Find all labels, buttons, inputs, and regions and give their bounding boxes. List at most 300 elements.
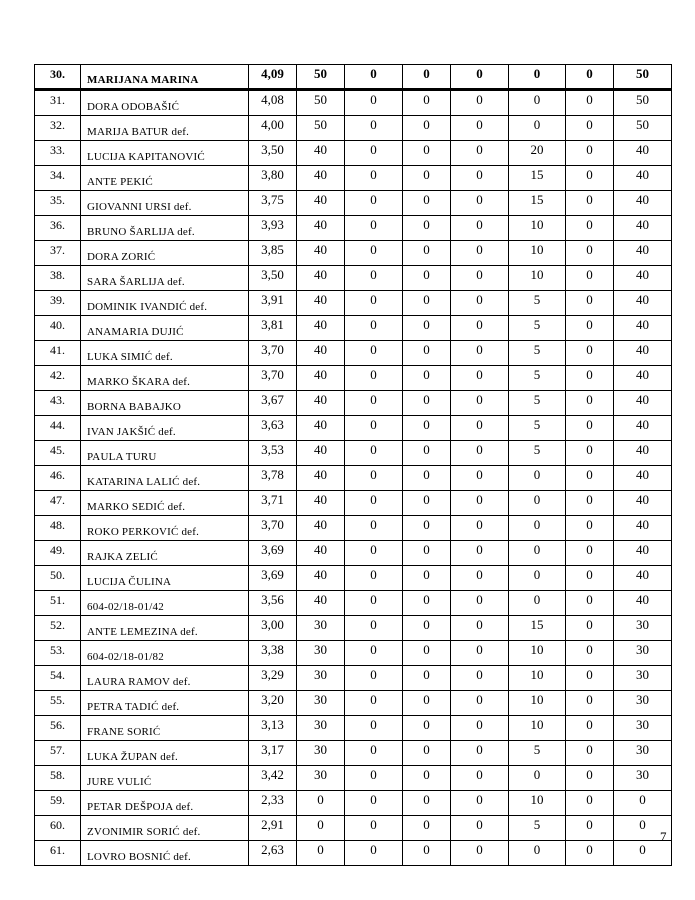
value-cell: 0 — [614, 841, 672, 866]
rank-cell: 37. — [35, 241, 81, 266]
value-cell: 0 — [451, 716, 509, 741]
value-cell: 40 — [614, 491, 672, 516]
grade-cell: 3,53 — [249, 441, 297, 466]
value-cell: 0 — [451, 541, 509, 566]
grade-cell: 3,85 — [249, 241, 297, 266]
grade-cell: 3,80 — [249, 166, 297, 191]
value-cell: 40 — [614, 441, 672, 466]
value-cell: 0 — [345, 341, 403, 366]
value-cell: 0 — [345, 541, 403, 566]
rank-cell: 36. — [35, 216, 81, 241]
value-cell: 50 — [614, 90, 672, 116]
value-cell: 40 — [614, 316, 672, 341]
value-cell: 0 — [345, 766, 403, 791]
value-cell: 0 — [451, 691, 509, 716]
value-cell: 0 — [345, 191, 403, 216]
table-row — [35, 116, 672, 141]
value-cell: 0 — [403, 591, 451, 616]
value-cell: 50 — [614, 116, 672, 141]
value-cell: 0 — [345, 391, 403, 416]
value-cell: 40 — [614, 541, 672, 566]
table-row — [35, 691, 672, 716]
value-cell: 0 — [509, 566, 566, 591]
value-cell: 0 — [566, 816, 614, 841]
value-cell: 0 — [566, 316, 614, 341]
rank-cell: 40. — [35, 316, 81, 341]
rank-cell: 43. — [35, 391, 81, 416]
value-cell: 0 — [345, 366, 403, 391]
value-cell: 30 — [297, 666, 345, 691]
value-cell: 0 — [451, 666, 509, 691]
grade-cell: 2,63 — [249, 841, 297, 866]
value-cell: 0 — [451, 391, 509, 416]
name-cell: 604-02/18-01/82 — [81, 641, 249, 666]
value-cell: 0 — [451, 90, 509, 116]
value-cell: 30 — [297, 741, 345, 766]
value-cell: 5 — [509, 366, 566, 391]
table-row — [35, 266, 672, 291]
table-row — [35, 141, 672, 166]
value-cell: 40 — [614, 416, 672, 441]
value-cell: 0 — [566, 516, 614, 541]
name-cell: DORA ODOBAŠIĆ — [81, 90, 249, 116]
value-cell: 0 — [509, 65, 566, 90]
grade-cell: 3,78 — [249, 466, 297, 491]
value-cell: 40 — [297, 366, 345, 391]
grade-cell: 3,91 — [249, 291, 297, 316]
name-cell: IVAN JAKŠIĆ def. — [81, 416, 249, 441]
rank-cell: 38. — [35, 266, 81, 291]
value-cell: 0 — [345, 841, 403, 866]
rank-cell: 54. — [35, 666, 81, 691]
grade-cell: 3,69 — [249, 566, 297, 591]
value-cell: 40 — [297, 341, 345, 366]
value-cell: 40 — [297, 541, 345, 566]
value-cell: 0 — [451, 266, 509, 291]
value-cell: 0 — [451, 191, 509, 216]
grade-cell: 3,00 — [249, 616, 297, 641]
value-cell: 0 — [403, 366, 451, 391]
value-cell: 0 — [345, 116, 403, 141]
grade-cell: 3,29 — [249, 666, 297, 691]
grade-cell: 3,70 — [249, 366, 297, 391]
table-row — [35, 616, 672, 641]
name-cell: MARKO ŠKARA def. — [81, 366, 249, 391]
value-cell: 0 — [566, 666, 614, 691]
value-cell: 0 — [403, 116, 451, 141]
value-cell: 0 — [403, 666, 451, 691]
value-cell: 15 — [509, 191, 566, 216]
rank-cell: 49. — [35, 541, 81, 566]
value-cell: 0 — [345, 516, 403, 541]
value-cell: 0 — [566, 566, 614, 591]
table-row — [35, 816, 672, 841]
rank-cell: 48. — [35, 516, 81, 541]
value-cell: 30 — [614, 741, 672, 766]
rank-cell: 57. — [35, 741, 81, 766]
rank-cell: 50. — [35, 566, 81, 591]
value-cell: 5 — [509, 816, 566, 841]
table-row — [35, 491, 672, 516]
value-cell: 0 — [451, 591, 509, 616]
value-cell: 0 — [566, 366, 614, 391]
rank-cell: 41. — [35, 341, 81, 366]
grade-cell: 3,93 — [249, 216, 297, 241]
name-cell: PETRA TADIĆ def. — [81, 691, 249, 716]
value-cell: 0 — [451, 641, 509, 666]
value-cell: 0 — [297, 791, 345, 816]
value-cell: 0 — [403, 716, 451, 741]
value-cell: 0 — [403, 65, 451, 90]
value-cell: 40 — [614, 266, 672, 291]
value-cell: 0 — [509, 766, 566, 791]
value-cell: 0 — [345, 291, 403, 316]
value-cell: 0 — [566, 591, 614, 616]
value-cell: 0 — [403, 541, 451, 566]
table-row — [35, 391, 672, 416]
value-cell: 0 — [566, 341, 614, 366]
value-cell: 40 — [614, 291, 672, 316]
value-cell: 0 — [403, 241, 451, 266]
value-cell: 0 — [566, 766, 614, 791]
value-cell: 15 — [509, 166, 566, 191]
table-row — [35, 316, 672, 341]
value-cell: 0 — [566, 241, 614, 266]
value-cell: 0 — [451, 566, 509, 591]
value-cell: 40 — [297, 141, 345, 166]
name-cell: ANTE PEKIĆ — [81, 166, 249, 191]
value-cell: 0 — [451, 516, 509, 541]
value-cell: 0 — [451, 466, 509, 491]
value-cell: 5 — [509, 416, 566, 441]
table-row — [35, 516, 672, 541]
value-cell: 0 — [345, 141, 403, 166]
value-cell: 0 — [403, 416, 451, 441]
value-cell: 0 — [451, 816, 509, 841]
grade-cell: 3,50 — [249, 266, 297, 291]
value-cell: 0 — [403, 791, 451, 816]
value-cell: 40 — [297, 416, 345, 441]
value-cell: 0 — [566, 416, 614, 441]
name-cell: SARA ŠARLIJA def. — [81, 266, 249, 291]
value-cell: 5 — [509, 741, 566, 766]
value-cell: 30 — [614, 766, 672, 791]
value-cell: 5 — [509, 291, 566, 316]
table-row-highlighted — [35, 65, 672, 90]
value-cell: 0 — [451, 316, 509, 341]
ranking-table — [34, 64, 672, 866]
value-cell: 0 — [403, 766, 451, 791]
grade-cell: 3,13 — [249, 716, 297, 741]
value-cell: 0 — [403, 391, 451, 416]
grade-cell: 3,42 — [249, 766, 297, 791]
rank-cell: 53. — [35, 641, 81, 666]
name-cell: PAULA TURU — [81, 441, 249, 466]
value-cell: 0 — [403, 616, 451, 641]
value-cell: 0 — [451, 766, 509, 791]
value-cell: 40 — [614, 591, 672, 616]
value-cell: 0 — [345, 641, 403, 666]
name-cell: MARIJA BATUR def. — [81, 116, 249, 141]
value-cell: 10 — [509, 216, 566, 241]
value-cell: 0 — [403, 266, 451, 291]
value-cell: 0 — [345, 216, 403, 241]
value-cell: 0 — [566, 90, 614, 116]
value-cell: 0 — [509, 516, 566, 541]
value-cell: 40 — [297, 491, 345, 516]
value-cell: 40 — [297, 191, 345, 216]
value-cell: 0 — [614, 791, 672, 816]
name-cell: LUKA SIMIĆ def. — [81, 341, 249, 366]
value-cell: 0 — [345, 241, 403, 266]
grade-cell: 3,56 — [249, 591, 297, 616]
value-cell: 0 — [566, 391, 614, 416]
name-cell: RAJKA ZELIĆ — [81, 541, 249, 566]
rank-cell: 44. — [35, 416, 81, 441]
value-cell: 0 — [451, 366, 509, 391]
value-cell: 0 — [345, 666, 403, 691]
name-cell: BORNA BABAJKO — [81, 391, 249, 416]
value-cell: 0 — [566, 841, 614, 866]
rank-cell: 51. — [35, 591, 81, 616]
value-cell: 0 — [403, 516, 451, 541]
value-cell: 0 — [509, 491, 566, 516]
value-cell: 0 — [566, 141, 614, 166]
value-cell: 40 — [614, 241, 672, 266]
value-cell: 0 — [566, 541, 614, 566]
name-cell: BRUNO ŠARLIJA def. — [81, 216, 249, 241]
value-cell: 0 — [403, 816, 451, 841]
value-cell: 40 — [614, 341, 672, 366]
value-cell: 5 — [509, 391, 566, 416]
value-cell: 40 — [297, 266, 345, 291]
value-cell: 40 — [297, 241, 345, 266]
table-row — [35, 766, 672, 791]
value-cell: 0 — [566, 266, 614, 291]
value-cell: 0 — [403, 491, 451, 516]
value-cell: 30 — [614, 666, 672, 691]
name-cell: ANAMARIA DUJIĆ — [81, 316, 249, 341]
value-cell: 0 — [345, 65, 403, 90]
value-cell: 0 — [509, 90, 566, 116]
value-cell: 0 — [566, 616, 614, 641]
value-cell: 40 — [297, 516, 345, 541]
table-row — [35, 741, 672, 766]
value-cell: 0 — [566, 216, 614, 241]
value-cell: 50 — [297, 65, 345, 90]
grade-cell: 3,75 — [249, 191, 297, 216]
value-cell: 0 — [345, 741, 403, 766]
rank-cell: 56. — [35, 716, 81, 741]
value-cell: 40 — [297, 216, 345, 241]
value-cell: 0 — [566, 466, 614, 491]
value-cell: 40 — [297, 441, 345, 466]
grade-cell: 3,38 — [249, 641, 297, 666]
value-cell: 0 — [345, 566, 403, 591]
table-row — [35, 566, 672, 591]
value-cell: 40 — [614, 366, 672, 391]
name-cell: LUCIJA ČULINA — [81, 566, 249, 591]
rank-cell: 55. — [35, 691, 81, 716]
value-cell: 0 — [345, 591, 403, 616]
value-cell: 0 — [403, 341, 451, 366]
value-cell: 0 — [509, 466, 566, 491]
name-cell: JURE VULIĆ — [81, 766, 249, 791]
table-row — [35, 441, 672, 466]
table-body — [35, 65, 672, 866]
rank-cell: 59. — [35, 791, 81, 816]
value-cell: 15 — [509, 616, 566, 641]
name-cell: PETAR DEŠPOJA def. — [81, 791, 249, 816]
grade-cell: 4,09 — [249, 65, 297, 90]
value-cell: 0 — [403, 291, 451, 316]
value-cell: 40 — [614, 516, 672, 541]
page-number: 7 — [660, 829, 667, 844]
grade-cell: 3,71 — [249, 491, 297, 516]
value-cell: 0 — [566, 791, 614, 816]
table-row — [35, 841, 672, 866]
value-cell: 0 — [345, 416, 403, 441]
rank-cell: 61. — [35, 841, 81, 866]
value-cell: 40 — [297, 566, 345, 591]
value-cell: 5 — [509, 441, 566, 466]
value-cell: 0 — [403, 166, 451, 191]
value-cell: 30 — [614, 616, 672, 641]
value-cell: 0 — [403, 441, 451, 466]
value-cell: 40 — [297, 466, 345, 491]
table-row — [35, 216, 672, 241]
name-cell: LAURA RAMOV def. — [81, 666, 249, 691]
value-cell: 0 — [451, 291, 509, 316]
value-cell: 40 — [614, 141, 672, 166]
value-cell: 0 — [451, 791, 509, 816]
name-cell: 604-02/18-01/42 — [81, 591, 249, 616]
rank-cell: 32. — [35, 116, 81, 141]
value-cell: 0 — [451, 491, 509, 516]
table-row — [35, 291, 672, 316]
value-cell: 0 — [403, 841, 451, 866]
value-cell: 40 — [297, 166, 345, 191]
name-cell: GIOVANNI URSI def. — [81, 191, 249, 216]
value-cell: 30 — [297, 691, 345, 716]
value-cell: 0 — [345, 466, 403, 491]
value-cell: 0 — [403, 741, 451, 766]
value-cell: 0 — [566, 641, 614, 666]
value-cell: 0 — [345, 816, 403, 841]
rank-cell: 34. — [35, 166, 81, 191]
value-cell: 40 — [614, 191, 672, 216]
table-row — [35, 466, 672, 491]
value-cell: 0 — [403, 90, 451, 116]
value-cell: 0 — [403, 316, 451, 341]
rank-cell: 52. — [35, 616, 81, 641]
value-cell: 40 — [614, 466, 672, 491]
rank-cell: 45. — [35, 441, 81, 466]
table-row — [35, 666, 672, 691]
table-row — [35, 366, 672, 391]
value-cell: 40 — [297, 591, 345, 616]
value-cell: 50 — [297, 116, 345, 141]
value-cell: 0 — [345, 316, 403, 341]
value-cell: 0 — [566, 166, 614, 191]
rank-cell: 47. — [35, 491, 81, 516]
value-cell: 50 — [614, 65, 672, 90]
grade-cell: 3,17 — [249, 741, 297, 766]
value-cell: 40 — [614, 566, 672, 591]
name-cell: LUKA ŽUPAN def. — [81, 741, 249, 766]
value-cell: 30 — [297, 641, 345, 666]
value-cell: 0 — [451, 341, 509, 366]
name-cell: DOMINIK IVANDIĆ def. — [81, 291, 249, 316]
rank-cell: 30. — [35, 65, 81, 90]
value-cell: 10 — [509, 241, 566, 266]
name-cell: ROKO PERKOVIĆ def. — [81, 516, 249, 541]
grade-cell: 3,50 — [249, 141, 297, 166]
rank-cell: 60. — [35, 816, 81, 841]
value-cell: 0 — [403, 466, 451, 491]
value-cell: 40 — [614, 391, 672, 416]
value-cell: 0 — [297, 816, 345, 841]
value-cell: 0 — [451, 216, 509, 241]
value-cell: 0 — [509, 841, 566, 866]
value-cell: 0 — [345, 616, 403, 641]
table-row — [35, 416, 672, 441]
value-cell: 30 — [614, 716, 672, 741]
value-cell: 0 — [614, 816, 672, 841]
value-cell: 10 — [509, 716, 566, 741]
value-cell: 40 — [297, 316, 345, 341]
name-cell: ZVONIMIR SORIĆ def. — [81, 816, 249, 841]
value-cell: 0 — [345, 90, 403, 116]
value-cell: 30 — [614, 641, 672, 666]
value-cell: 10 — [509, 266, 566, 291]
grade-cell: 3,69 — [249, 541, 297, 566]
value-cell: 10 — [509, 666, 566, 691]
name-cell: MARKO SEDIĆ def. — [81, 491, 249, 516]
table-row — [35, 541, 672, 566]
value-cell: 0 — [566, 441, 614, 466]
table-row — [35, 341, 672, 366]
grade-cell: 4,08 — [249, 90, 297, 116]
table-row — [35, 166, 672, 191]
rank-cell: 46. — [35, 466, 81, 491]
grade-cell: 4,00 — [249, 116, 297, 141]
name-cell: KATARINA LALIĆ def. — [81, 466, 249, 491]
name-cell: FRANE SORIĆ — [81, 716, 249, 741]
value-cell: 0 — [403, 691, 451, 716]
value-cell: 0 — [403, 566, 451, 591]
grade-cell: 3,20 — [249, 691, 297, 716]
value-cell: 0 — [345, 716, 403, 741]
value-cell: 40 — [614, 216, 672, 241]
grade-cell: 3,63 — [249, 416, 297, 441]
grade-cell: 3,67 — [249, 391, 297, 416]
table-row — [35, 791, 672, 816]
value-cell: 0 — [345, 791, 403, 816]
value-cell: 0 — [451, 741, 509, 766]
name-cell: MARIJANA MARINA — [81, 65, 249, 90]
value-cell: 0 — [451, 65, 509, 90]
value-cell: 0 — [509, 541, 566, 566]
value-cell: 0 — [566, 116, 614, 141]
value-cell: 0 — [566, 691, 614, 716]
value-cell: 0 — [451, 116, 509, 141]
value-cell: 50 — [297, 90, 345, 116]
rank-cell: 31. — [35, 90, 81, 116]
value-cell: 0 — [566, 741, 614, 766]
value-cell: 0 — [566, 191, 614, 216]
rank-cell: 58. — [35, 766, 81, 791]
